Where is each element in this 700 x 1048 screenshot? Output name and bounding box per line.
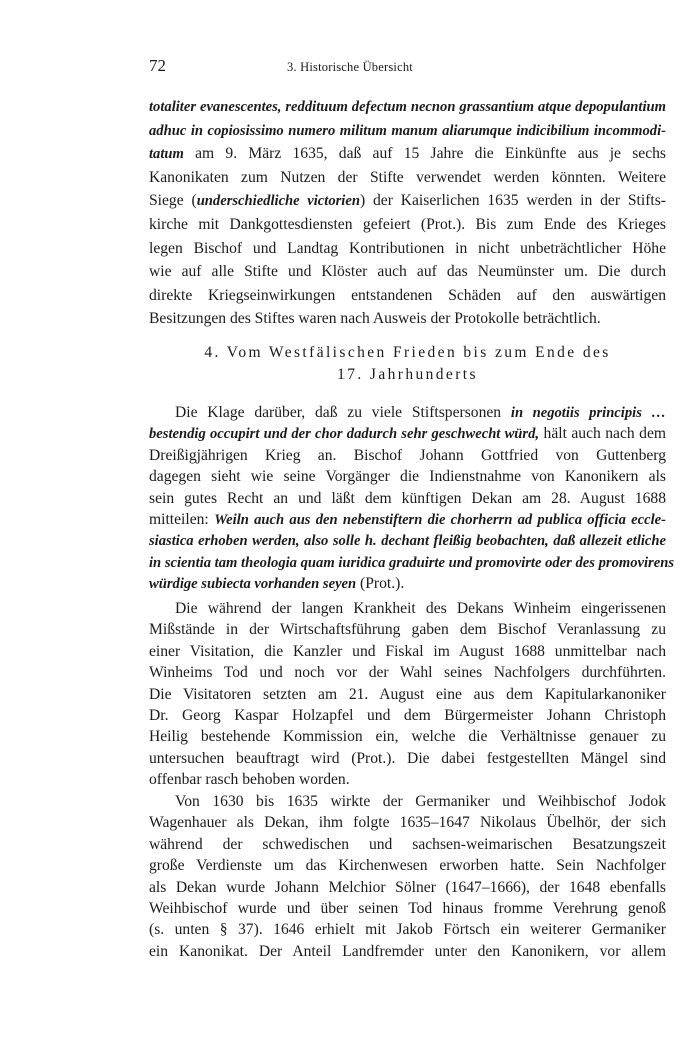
text-segment: dagegen sieht wie seine Vorgänger die Indienstnahme von Kanonikern als <box>149 468 666 486</box>
text-line <box>149 942 666 962</box>
text-segment: große Verdienste um das Kirchenwesen erworben hatte. Sein Nachfolger <box>149 857 666 875</box>
text-line <box>175 792 666 812</box>
text-segment: (s. unten § 37). 1646 erhielt mit Jakob Förtsch ein weiterer Germaniker <box>149 921 666 939</box>
italic-quote-segment: bestendig occupirt und der chor dadurch sehr geschwecht würd, <box>149 426 540 443</box>
text-line <box>149 531 666 551</box>
text-segment: untersuchen beauftragt wird (Prot.). Die dabei festgestellten Mängel sind <box>149 749 666 767</box>
section-heading-line-2: 17. Jahrhunderts <box>337 366 478 383</box>
text-line <box>149 510 666 530</box>
text-line <box>175 403 666 423</box>
text-segment: Die während der langen Krankheit des Dekans Winheim eingerissenen <box>175 600 666 617</box>
text-line <box>149 262 666 282</box>
text-line <box>149 878 666 898</box>
text-segment: wie auf alle Stifte und Klöster auch auf das Neumünster um. Die durch <box>149 263 666 281</box>
text-segment: Wagenhauer als Dekan, ihm folgte 1635–1647 Nikolaus Übelhör, der sich <box>149 814 666 832</box>
text-segment: Die Visitatoren setzten am 21. August eine aus dem Kapitularkanoniker <box>149 685 666 703</box>
text-line <box>149 144 666 164</box>
italic-quote-segment: adhuc in copiosissimo numero militum manum aliarumque indicibilium incommodi- <box>149 122 666 139</box>
text-segment: als Dekan wurde Johann Melchior Sölner (1647–1666), der 1648 ebenfalls <box>149 878 666 896</box>
text-line <box>149 309 666 329</box>
text-line <box>149 620 666 640</box>
text-line <box>149 770 666 790</box>
text-segment: einer Visitation, die Kanzler und Fiskal im August 1688 unmittelbar nach <box>149 642 666 660</box>
italic-quote-segment: in negotiis principis … <box>510 405 666 421</box>
italic-quote-segment: würdige subiecta vorhanden seyen <box>149 576 357 593</box>
text-segment: Dr. Georg Kaspar Holzapfel und dem Bürgermeister Johann Christoph <box>149 707 666 724</box>
text-line <box>149 642 666 662</box>
text-segment: ein Kanonikat. Der Anteil Landfremder unter den Kanonikern, vor allem <box>149 942 666 960</box>
text-line <box>149 424 666 444</box>
italic-quote-segment: underschiedliche victorien <box>196 193 360 210</box>
text-segment: mitteilen: <box>149 511 215 528</box>
text-line <box>149 553 675 573</box>
section-heading-line-1: 4. Vom Westfälischen Frieden bis zum Ende des <box>204 344 611 361</box>
text-segment: Siege ( <box>149 192 197 210</box>
text-line <box>149 489 666 509</box>
text-line <box>149 685 666 705</box>
text-segment: (Prot.). <box>356 575 405 593</box>
text-segment: legen Bischof und Landtag Kontributionen in nicht unbeträchtlicher Höhe <box>149 239 666 257</box>
text-line <box>149 899 666 919</box>
italic-quote-segment: tatum <box>149 146 184 163</box>
text-segment: offenbar rasch behoben worden. <box>149 771 350 789</box>
text-line <box>149 191 666 211</box>
text-segment: Heilig bestehende Kommission ein, welche die Verhältnisse genauer zu <box>149 728 666 746</box>
text-segment: ) der Kaiserlichen 1635 werden in der Stifts- <box>359 192 666 210</box>
text-segment: Winheims Tod und noch vor der Wahl seines Nachfolgers durchführten. <box>149 664 666 682</box>
text-line <box>149 446 666 466</box>
text-segment: Dreißigjährigen Krieg an. Bischof Johann Gottfried von Guttenberg <box>149 446 666 464</box>
running-head: 3. Historische Übersicht <box>287 60 413 74</box>
text-segment: Kanonikaten zum Nutzen der Stifte verwendet werden könnten. Weitere <box>149 168 666 186</box>
italic-quote-segment: in scientia tam theologia quam iuridica graduirte und promovirte oder des promovirens <box>149 554 675 571</box>
text-segment: Besitzungen des Stiftes waren nach Ausweis der Protokolle beträchtlich. <box>149 310 601 328</box>
text-line <box>149 574 666 594</box>
text-line <box>149 706 666 726</box>
text-line <box>149 749 666 769</box>
text-segment: Die Klage darüber, daß zu viele Stiftspersonen <box>175 404 511 421</box>
text-segment: während der schwedischen und sachsen-weimarischen Besatzungszeit <box>149 835 666 853</box>
text-line <box>149 856 666 876</box>
text-line <box>149 813 666 833</box>
text-segment: Weihbischof wurde und über seinen Tod hinaus fromme Verehrung genoß <box>149 900 666 917</box>
text-line <box>149 215 666 235</box>
italic-quote-segment: Weiln auch aus den nebenstiftern die chorherrn ad publica officia eccle- <box>214 512 666 528</box>
italic-quote-segment: totaliter evanescentes, reddituum defectum necnon grassantium atque depopulantium <box>149 99 666 115</box>
text-line <box>149 920 666 940</box>
text-segment: kirche mit Dankgottesdiensten gefeiert (Prot.). Bis zum Ende des Krieges <box>149 216 666 233</box>
text-line <box>149 286 666 306</box>
text-segment: sein gutes Recht an und läßt dem künftigen Dekan am 28. August 1688 <box>149 489 666 507</box>
text-segment: hält auch nach dem <box>539 425 667 443</box>
text-line <box>149 835 666 855</box>
text-line <box>149 97 666 117</box>
text-segment: am 9. März 1635, daß auf 15 Jahre die Einkünfte aus je sechs <box>183 145 666 163</box>
text-line <box>149 239 666 259</box>
text-line <box>175 599 666 619</box>
italic-quote-segment: siastica erhoben werden, also solle h. dechant fleißig beobachten, daß allezeit etliche <box>149 533 666 550</box>
text-line <box>149 121 666 141</box>
text-line <box>149 663 666 683</box>
text-segment: Mißstände in der Wirtschaftsführung gaben dem Bischof Veranlassung zu <box>149 621 666 639</box>
page-number: 72 <box>149 56 166 75</box>
text-segment: direkte Kriegseinwirkungen entstandenen Schäden auf den auswärtigen <box>149 286 666 304</box>
text-line <box>149 467 666 487</box>
text-line <box>149 168 666 188</box>
text-line <box>149 727 666 747</box>
text-segment: Von 1630 bis 1635 wirkte der Germaniker und Weihbischof Jodok <box>175 793 666 810</box>
